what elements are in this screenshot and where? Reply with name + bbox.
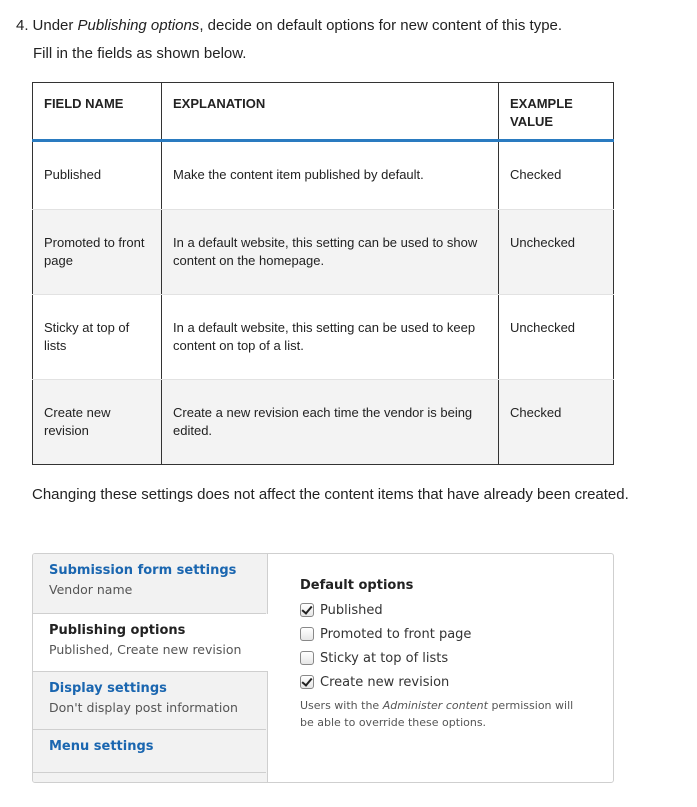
cell-explanation: Make the content item published by default. [162, 141, 499, 210]
sticky-checkbox[interactable] [300, 651, 314, 665]
cell-value: Checked [499, 141, 614, 210]
vtab-summary: Don't display post information [49, 700, 238, 715]
vtab-menu-settings[interactable] [33, 730, 266, 773]
option-label[interactable]: Published [320, 602, 383, 618]
note-paragraph: Changing these settings does not affect the content items that have already been created. [32, 486, 629, 503]
default-options-legend: Default options [300, 578, 414, 593]
promoted-checkbox[interactable] [300, 627, 314, 641]
cell-field: Promoted to front page [33, 210, 162, 295]
table-row [33, 380, 614, 465]
desc-permission: Administer content [382, 699, 488, 712]
option-sticky[interactable] [300, 646, 590, 670]
option-published[interactable] [300, 598, 590, 622]
fields-table [32, 82, 614, 465]
option-label[interactable]: Promoted to front page [320, 626, 472, 642]
vertical-tabs [32, 553, 614, 783]
cell-field: Sticky at top of lists [33, 295, 162, 380]
step-instruction [16, 12, 562, 68]
cell-explanation: In a default website, this setting can be used to show content on the homepage. [162, 210, 499, 295]
step-line-2: Fill in the fields as shown below. [33, 45, 247, 62]
header-example-value: EXAMPLE VALUE [499, 83, 614, 141]
table-row [33, 295, 614, 380]
vtab-title[interactable]: Publishing options [49, 623, 186, 638]
step-number: 4. [16, 17, 29, 34]
header-explanation: EXPLANATION [162, 83, 499, 141]
desc-after: permission will be able to override these options. [300, 699, 574, 729]
vtab-display-settings[interactable] [33, 672, 266, 730]
vtab-title[interactable]: Submission form settings [49, 563, 237, 578]
cell-value: Unchecked [499, 295, 614, 380]
vtab-publishing-options[interactable] [33, 614, 268, 672]
cell-explanation: In a default website, this setting can be used to keep content on top of a list. [162, 295, 499, 380]
options-description [300, 697, 590, 731]
vtab-title[interactable]: Display settings [49, 681, 167, 696]
step-text-before: Under [32, 17, 78, 34]
desc-before: Users with the [300, 699, 383, 712]
option-label[interactable]: Create new revision [320, 674, 450, 690]
cell-explanation: Create a new revision each time the vendor is being edited. [162, 380, 499, 465]
cell-value: Checked [499, 380, 614, 465]
option-promoted[interactable] [300, 622, 590, 646]
vertical-tabs-menu [33, 554, 268, 782]
vtab-summary: Vendor name [49, 582, 133, 597]
option-label[interactable]: Sticky at top of lists [320, 650, 449, 666]
cell-value: Unchecked [499, 210, 614, 295]
publishing-options-pane [300, 578, 590, 731]
table-row [33, 141, 614, 210]
vtab-title[interactable]: Menu settings [49, 739, 154, 754]
published-checkbox[interactable] [300, 603, 314, 617]
table-header-row [33, 83, 614, 141]
step-text-emphasis: Publishing options [77, 17, 200, 34]
vtab-summary: Published, Create new revision [49, 642, 242, 657]
option-create-revision[interactable] [300, 670, 590, 694]
cell-field: Published [33, 141, 162, 210]
vtab-submission-form-settings[interactable] [33, 554, 266, 614]
header-field-name: FIELD NAME [33, 83, 162, 141]
cell-field: Create new revision [33, 380, 162, 465]
create-revision-checkbox[interactable] [300, 675, 314, 689]
table-row [33, 210, 614, 295]
step-text-after: , decide on default options for new content of this type. [199, 17, 563, 34]
